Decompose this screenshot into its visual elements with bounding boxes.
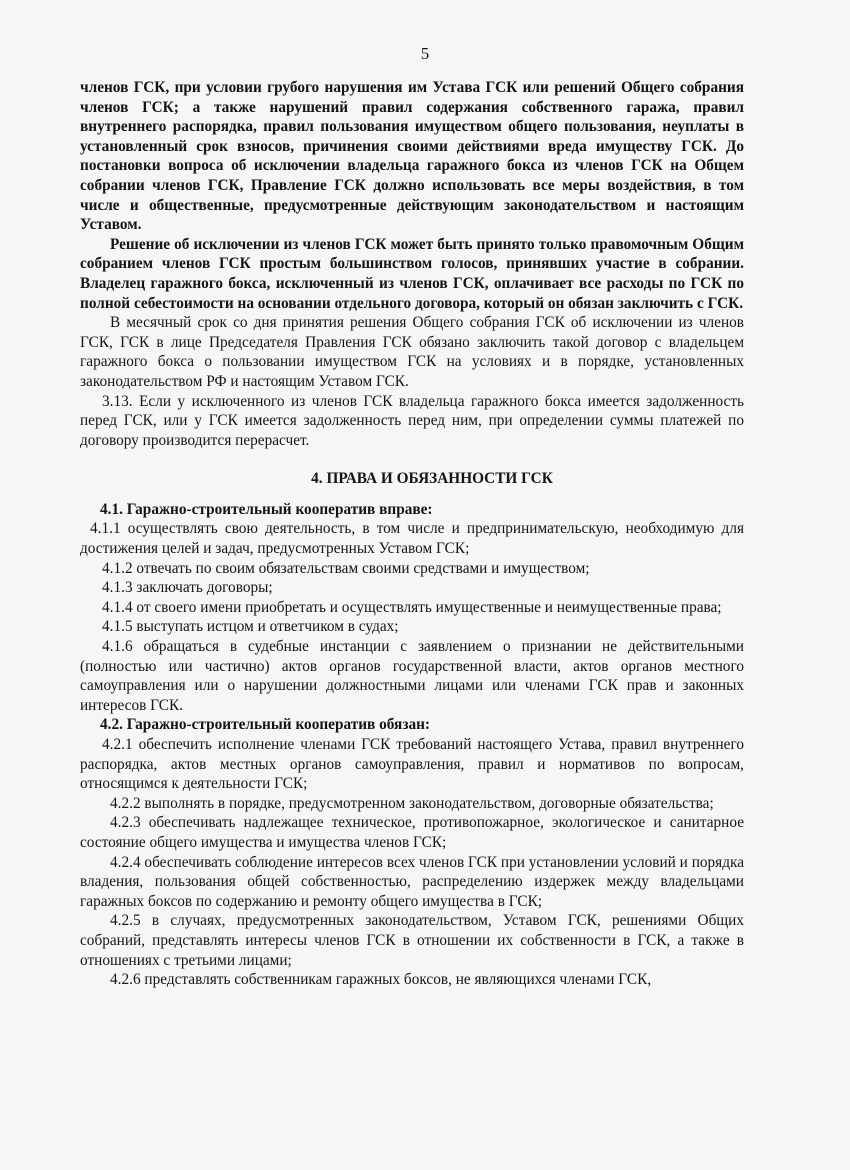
list-item-4-2-1: 4.2.1 обеспечить исполнение членами ГСК требований настоящего Устава, правил внутреннего распорядка, актов местных органов самоуправления, правил и нормативов по вопросам, относящимся к деятельности ГСК; xyxy=(80,736,744,793)
list-item-4-1-2: 4.1.2 отвечать по своим обязательствам своими средствами и имуществом; xyxy=(102,559,590,577)
list-item-4-1-3: 4.1.3 заключать договоры; xyxy=(102,579,273,597)
list-item-4-2-3: 4.2.3 обеспечивать надлежащее техническое, противопожарное, экологическое и санитарное состояние общего имущества и имущества членов ГСК; xyxy=(80,814,744,851)
list-item-4-1-6: 4.1.6 обращаться в судебные инстанции с заявлением о признании не действительными (полностью или частично) актов органов государственной власти, актов органов местного самоуправления или о нарушении должностными лицами или членами ГСК прав и законных интересов ГСК. xyxy=(80,638,744,714)
subsection-heading-4-1: 4.1. Гаражно-строительный кооператив вправе: xyxy=(100,500,433,518)
list-item-4-2-2: 4.2.2 выполнять в порядке, предусмотренном законодательством, договорные обязательства; xyxy=(110,794,714,812)
paragraph-monthly-contract: В месячный срок со дня принятия решения Общего собрания ГСК об исключении из членов ГСК, ГСК в лице Председателя Правления ГСК обязано заключить такой договор с владельцем гаражного бокса о пользовании имуществом ГСК на условиях и в порядке, установленных законодательством РФ и настоящим Уставом ГСК. xyxy=(80,314,744,390)
list-item-4-2-4: 4.2.4 обеспечивать соблюдение интересов всех членов ГСК при установлении условий и порядка владения, пользования общей собственностью, распределению издержек между владельцами гаражных боксов по содержанию и ремонту общего имущества в ГСК; xyxy=(80,853,744,910)
list-item-4-1-4: 4.1.4 от своего имени приобретать и осуществлять имущественные и неимущественные права; xyxy=(102,598,722,616)
list-item-4-1-5: 4.1.5 выступать истцом и ответчиком в судах; xyxy=(102,618,399,636)
page-body xyxy=(80,78,744,990)
paragraph-3-13: 3.13. Если у исключенного из членов ГСК владельца гаражного бокса имеется задолженность перед ГСК, или у ГСК имеется задолженность перед ним, при определении суммы платежей по договору производится перерасчет. xyxy=(80,392,744,449)
paragraph-exclusion-decision: Решение об исключении из членов ГСК может быть принято только правомочным Общим собранием членов ГСК простым большинством голосов, принявших участие в собрании. Владелец гаражного бокса, исключенный из членов ГСК, оплачивает все расходы по ГСК по полной себестоимости на основании отдельного договора, который он обязан заключить с ГСК. xyxy=(80,235,744,312)
paragraph-exclusion-grounds: членов ГСК, при условии грубого нарушения им Устава ГСК или решений Общего собрания членов ГСК; а также нарушений правил содержания собственного гаража, правил внутреннего распорядка, правил пользования имуществом общего пользования, неуплаты в установленный срок взносов, причинения своими действиями вреда имуществу ГСК. До постановки вопроса об исключении владельца гаражного бокса из членов ГСК на Общем собрании членов ГСК, Правление ГСК должно использовать все меры воздействия, в том числе и общественные, предусмотренные действующим законодательством и настоящим Уставом. xyxy=(80,79,744,234)
list-item-4-2-5: 4.2.5 в случаях, предусмотренных законодательством, Уставом ГСК, решениями Общих собраний, представлять интересы членов ГСК в отношении их собственности в ГСК, а также в отношениях с третьими лицами; xyxy=(80,912,744,969)
page-number: 5 xyxy=(420,44,430,63)
list-item-4-1-1: 4.1.1 осуществлять свою деятельность, в том числе и предпринимательскую, необходимую для достижения целей и задач, предусмотренных Уставом ГСК; xyxy=(80,520,744,558)
section-heading: 4. ПРАВА И ОБЯЗАННОСТИ ГСК xyxy=(311,470,553,488)
subsection-heading-4-2: 4.2. Гаражно-строительный кооператив обязан: xyxy=(100,716,431,734)
list-item-4-2-6: 4.2.6 представлять собственникам гаражных боксов, не являющихся членами ГСК, xyxy=(110,971,652,989)
